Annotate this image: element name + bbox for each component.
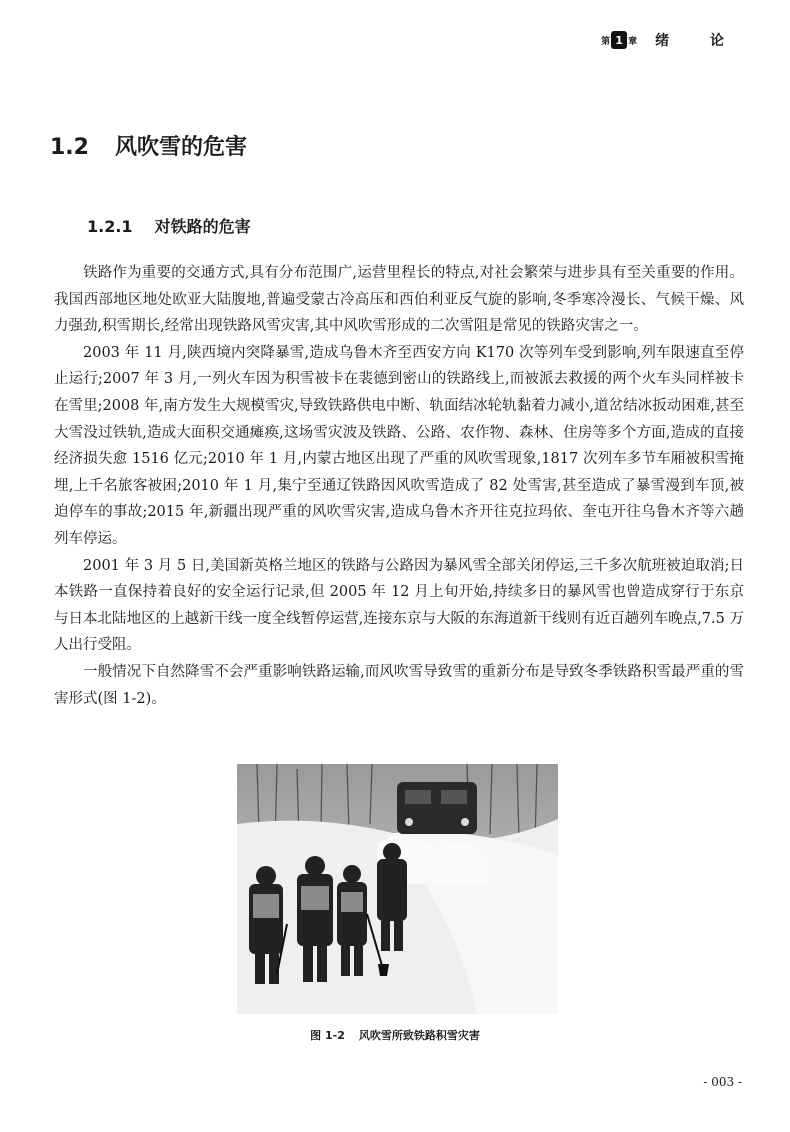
snow-railway-photo <box>237 764 558 1014</box>
subsection-heading <box>87 214 251 237</box>
subsection-title-text: 对铁路的危害 <box>154 217 251 236</box>
page-number: - 003 - <box>703 1075 742 1089</box>
body-text <box>54 260 744 712</box>
section-number: 1.2 <box>50 135 89 160</box>
figure-caption-text: 风吹雪所致铁路积雪灾害 <box>358 1029 480 1042</box>
chapter-number-badge: 1 <box>611 31 627 49</box>
figure-photo <box>237 764 558 1014</box>
paragraph-2: 2003 年 11 月,陕西境内突降暴雪,造成乌鲁木齐至西安方向 K170 次等列车受到影响,列车限速直至停止运行;2007 年 3 月,一列火车因为积雪被卡在裴德到密山的铁路线上,而被派去救援的两个火车头同样被卡在雪里;2008 年,南方发生大规模雪灾,导致铁路供电中断、轨面结冰轮轨黏着力减小,道岔结冰扳动困难,甚至大雪没过铁轨,造成大面积交通瘫痪,这场雪灾波及铁路、公路、农作物、森林、住房等多个方面,造成的直接经济损失愈 1516 亿元;2010 年 1 月,内蒙古地区出现了严重的风吹雪现象,1817 次列车多节车厢被积雪掩埋,上千名旅客被困;2010 年 1 月,集宁至通辽铁路因风吹雪造成了 82 处雪害,甚至造成了暴雪漫到车顶,被迫停车的事故;2015 年,新疆出现严重的风吹雪灾害,造成乌鲁木齐开往克拉玛依、奎屯开往乌鲁木齐等六趟列车停运。 <box>54 344 744 547</box>
paragraph-4: 一般情况下自然降雪不会严重影响铁路运输,而风吹雪导致雪的重新分布是导致冬季铁路积雪最严重的雪害形式(图 1-2)。 <box>54 663 744 707</box>
chapter-suffix: 章 <box>628 36 638 47</box>
figure-caption <box>0 1027 790 1043</box>
section-heading <box>50 130 247 161</box>
chapter-prefix: 第 <box>601 36 611 47</box>
chapter-title: 绪 论 <box>655 33 742 49</box>
section-title-text: 风吹雪的危害 <box>114 135 247 160</box>
subsection-number: 1.2.1 <box>87 217 133 236</box>
paragraph-3: 2001 年 3 月 5 日,美国新英格兰地区的铁路与公路因为暴风雪全部关闭停运,三千多次航班被迫取消;日本铁路一直保持着良好的安全运行记录,但 2005 年 12 月上旬开始,持续多日的暴风雪也曾造成穿行于东京与日本北陆地区的上越新干线一度全线暂停运营,连接东京与大阪的东海道新干线则有近百趟列车晚点,7.5 万人出行受阻。 <box>54 557 744 654</box>
running-header <box>601 30 742 50</box>
figure-caption-number: 图 1-2 <box>310 1029 345 1042</box>
paragraph-1: 铁路作为重要的交通方式,具有分布范围广,运营里程长的特点,对社会繁荣与进步具有至关重要的作用。我国西部地区地处欧亚大陆腹地,普遍受蒙古冷高压和西伯利亚反气旋的影响,冬季寒冷漫长、气候干燥、风力强劲,积雪期长,经常出现铁路风雪灾害,其中风吹雪形成的二次雪阻是常见的铁路灾害之一。 <box>54 265 744 335</box>
